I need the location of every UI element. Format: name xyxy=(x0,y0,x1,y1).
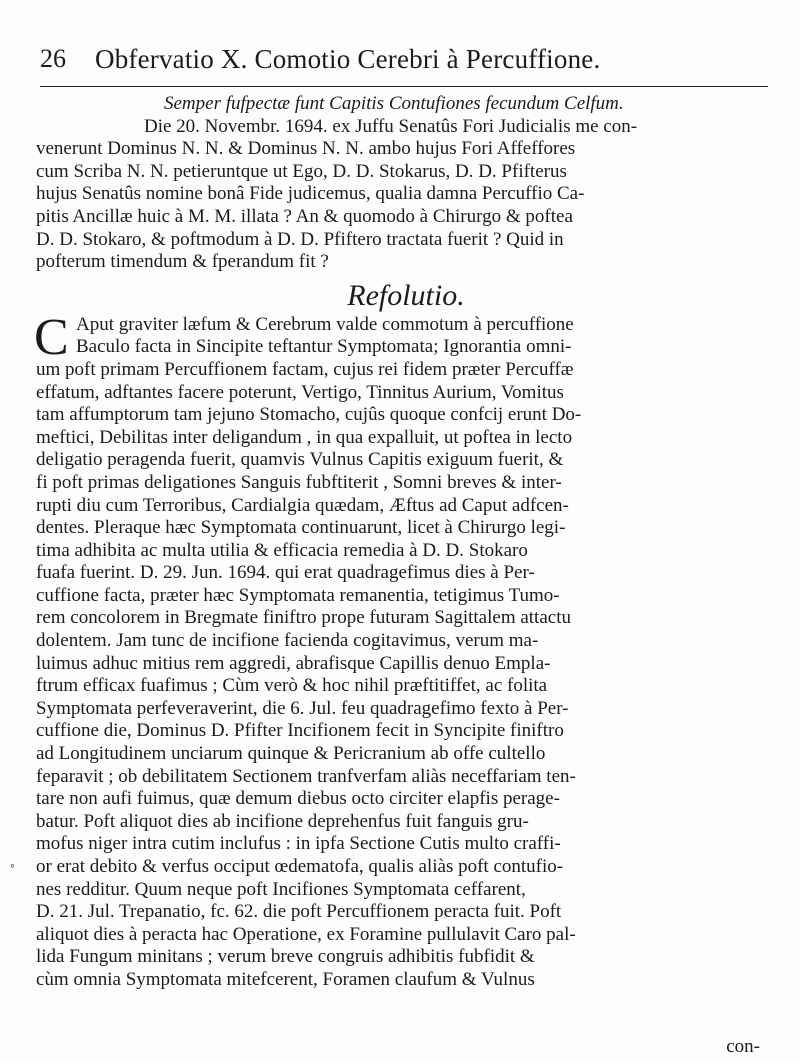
text-line: venerunt Dominus N. N. & Dominus N. N. ambo hujus Fori Affeffores xyxy=(36,138,576,160)
text-line: ftrum efficax fuafimus ; Cùm verò & hoc nihil præftitiffet, ac folita xyxy=(36,675,548,697)
catchword: con- xyxy=(726,1036,760,1057)
dropcap-paragraph xyxy=(34,308,776,366)
text-line: cùm omnia Symptomata mitefcerent, Foramen claufum & Vulnus xyxy=(36,968,535,990)
header-rule xyxy=(40,86,768,87)
drop-cap: C xyxy=(34,308,69,366)
text-line: pofterum timendum & fperandum fit ? xyxy=(36,251,329,273)
margin-mark: ◦ xyxy=(10,859,15,874)
text-line: Aput graviter læfum & Cerebrum valde commotum à percuffione xyxy=(76,313,574,335)
text-line: mofus niger intra cutim inclufus : in ipfa Sectione Cutis multo craffi- xyxy=(36,833,561,855)
text-line: lida Fungum minitans ; verum breve congruis adhibitis fubfidit & xyxy=(36,946,535,968)
text-line: cuffione die, Dominus D. Pfifter Incifionem fecit in Syncipite finiftro xyxy=(36,720,564,742)
text-line: tima adhibita ac multa utilia & efficacia remedia à D. D. Stokaro xyxy=(36,539,528,561)
text-line: nes redditur. Quum neque poft Incifiones Symptomata ceffarent, xyxy=(36,878,526,900)
text-line: D. 21. Jul. Trepanatio, fc. 62. die poft Percuffionem peracta fuit. Poft xyxy=(36,901,562,923)
text-line: D. D. Stokaro, & poftmodum à D. D. Pfiftero tractata fuerit ? Quid in xyxy=(36,228,564,250)
text-line: pitis Ancillæ huic à M. M. illata ? An & quomodo à Chirurgo & poftea xyxy=(36,205,573,227)
text-line: ad Longitudinem unciarum quinque & Pericranium ab offe cultello xyxy=(36,743,546,765)
text-line: fi poft primas deligationes Sanguis fubftiterit , Somni breves & inter- xyxy=(36,471,562,493)
text-line: aliquot dies à peracta hac Operatione, ex Foramine pullulavit Caro pal- xyxy=(36,923,576,945)
text-line: cuffione facta, præter hæc Symptomata remanentia, tetigimus Tumo- xyxy=(36,584,560,606)
text-line: meftici, Debilitas inter deligandum , in qua expalluit, ut poftea in lecto xyxy=(36,426,573,448)
text-line: Baculo facta in Sincipite teftantur Symptomata; Ignorantia omni- xyxy=(76,336,572,358)
text-line: um poft primam Percuffionem factam, cujus rei fidem præter Percuffæ xyxy=(36,358,574,380)
text-line: dolentem. Jam tunc de incifione facienda cogitavimus, verum ma- xyxy=(36,630,539,652)
text-line: Die 20. Novembr. 1694. ex Juffu Senatûs Fori Judicialis me con- xyxy=(144,115,638,137)
text-line: cum Scriba N. N. petieruntque ut Ego, D. D. Stokarus, D. D. Pfifterus xyxy=(36,160,567,182)
text-line xyxy=(10,856,776,879)
text-line-content: or erat debito & verfus occiput œdematofa, qualis aliàs poft contufio- xyxy=(36,856,564,877)
page-text xyxy=(10,93,776,992)
text-line: Symptomata perfeveraverint, die 6. Jul. feu quadragefimo fexto à Per- xyxy=(36,697,569,719)
text-line: feparavit ; ob debilitatem Sectionem tranfverfam aliàs neceffariam ten- xyxy=(36,765,576,787)
subtitle-line: Semper fufpectæ funt Capitis Contufiones fecundum Celfum. xyxy=(164,93,624,114)
text-line: effatum, adftantes facere poterunt, Vertigo, Tinnitus Aurium, Vomitus xyxy=(36,381,564,403)
page-number: 26 xyxy=(40,44,66,73)
text-line: fuafa fuerint. D. 29. Jun. 1694. qui erat quadragefimus dies à Per- xyxy=(36,562,535,584)
text-line: batur. Poft aliquot dies ab incifione deprehenfus fuit fanguis gru- xyxy=(36,810,529,832)
text-line: luimus adhuc mitius rem aggredi, abrafisque Capillis denuo Empla- xyxy=(36,652,551,674)
running-head: Obfervatio X. Comotio Cerebri à Percuffione. xyxy=(95,44,601,74)
text-line: rem concolorem in Bregmate finiftro prope futuram Sagittalem attactu xyxy=(36,607,571,629)
text-line: deligatio peragenda fuerit, quamvis Vulnus Capitis exiguum fuerit, & xyxy=(36,449,564,471)
text-line: tare non aufi fuimus, quæ demum diebus octo circiter elapfis perage- xyxy=(36,788,560,810)
text-line: rupti diu cum Terroribus, Cardialgia quædam, Æftus ad Caput adfcen- xyxy=(36,494,569,516)
text-line: dentes. Pleraque hæc Symptomata continuarunt, licet à Chirurgo legi- xyxy=(36,517,566,539)
text-line: tam affumptorum tam jejuno Stomacho, cujûs quoque confcij erunt Do- xyxy=(36,404,582,426)
section-heading: Refolutio. xyxy=(347,278,465,312)
text-line: hujus Senatûs nomine bonâ Fide judicemus, qualia damna Percuffio Ca- xyxy=(36,183,585,205)
